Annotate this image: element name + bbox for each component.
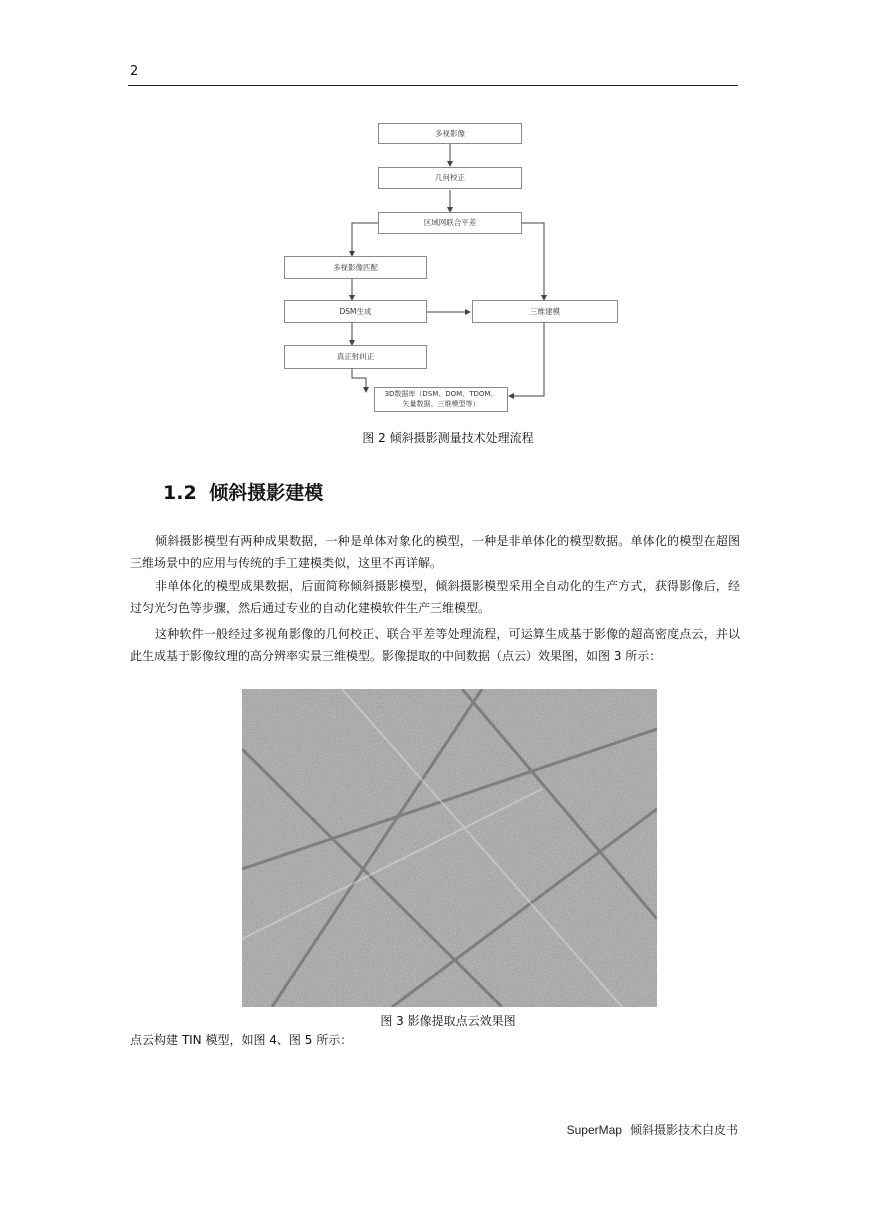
page-number: 2: [130, 64, 139, 79]
flow-box-dsm-generation: DSM生成: [284, 300, 427, 323]
flow-box-multi-view-images: 多视影像: [378, 123, 522, 144]
point-cloud-image: [242, 689, 657, 1007]
processing-flowchart: [282, 120, 622, 415]
tin-sentence: 点云构建 TIN 模型，如图 4、图 5 所示：: [130, 1033, 353, 1047]
flow-box-3d-database: 3D数据库（DSM、DOM、TDOM、 矢量数据、三维模型等）: [374, 387, 508, 412]
flow-box-true-ortho-correction: 真正射纠正: [284, 345, 427, 369]
page-footer: [567, 1121, 738, 1138]
point-cloud-texture: [242, 689, 657, 1007]
flow-box-3d-modeling: 三维建模: [472, 300, 618, 323]
figure-2-caption: 图 2 倾斜摄影测量技术处理流程: [362, 431, 534, 445]
figure-3-caption: 图 3 影像提取点云效果图: [380, 1014, 516, 1028]
flow-box-block-adjustment: 区域网联合平差: [378, 212, 522, 234]
paragraph-3: 这种软件一般经过多视角影像的几何校正、联合平差等处理流程，可运算生成基于影像的超高密度点云，并以此生成基于影像纹理的高分辨率实景三维模型。影像提取的中间数据（点云）效果图，如图 3 所示：: [130, 627, 740, 663]
section-heading: [163, 478, 323, 505]
flow-box-geometric-correction: 几何校正: [378, 167, 522, 189]
footer-brand: SuperMap: [566, 1123, 622, 1137]
section-title: 倾斜摄影建模: [209, 482, 324, 504]
header-rule: [128, 85, 738, 86]
flow-box-multi-view-matching: 多视影像匹配: [284, 256, 427, 279]
section-number: 1.2: [163, 482, 197, 504]
paragraph-1: 倾斜摄影模型有两种成果数据，一种是单体对象化的模型，一种是非单体化的模型数据。单体化的模型在超图三维场景中的应用与传统的手工建模类似，这里不再详解。: [130, 534, 740, 570]
paragraph-2: 非单体化的模型成果数据，后面简称倾斜摄影模型，倾斜摄影模型采用全自动化的生产方式，获得影像后，经过匀光匀色等步骤，然后通过专业的自动化建模软件生产三维模型。: [130, 579, 740, 615]
footer-title: 倾斜摄影技术白皮书: [629, 1123, 738, 1137]
